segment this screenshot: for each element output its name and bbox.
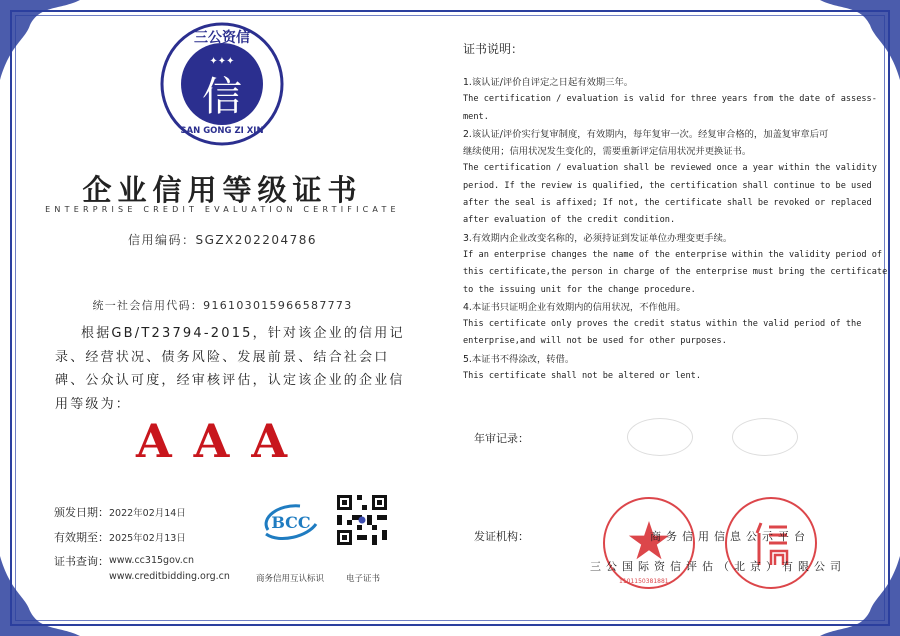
credit-code: 信用编码：SGZX202204786 [127, 233, 318, 247]
note-line: enterprise,and will not be used for other purposes. [463, 336, 727, 347]
annual-review-stamp-slot [627, 418, 693, 456]
issue-date: 颁发日期：2022年02月14日 [54, 506, 186, 519]
note-line: 4.本证书只证明企业有效期内的信用状况，不作他用。 [463, 301, 686, 313]
query-url-2[interactable]: www.creditbidding.org.cn [109, 571, 230, 582]
note-line: If an enterprise changes the name of the enterprise within the validity period of [463, 249, 883, 260]
certificate-subtitle: ENTERPRISE CREDIT EVALUATION CERTIFICATE [45, 205, 400, 214]
qr-caption: 电子证书 [346, 574, 381, 584]
issuer-org-1: 商务信用信息公示平台 [650, 530, 810, 543]
annual-review-label: 年审记录： [474, 432, 529, 445]
note-line: after evaluation of the credit condition. [463, 215, 676, 226]
svg-text:SAN GONG ZI XIN: SAN GONG ZI XIN [180, 126, 264, 136]
qr-code[interactable] [337, 495, 387, 545]
note-line: ment. [463, 111, 489, 122]
annual-review-stamp-slot [732, 418, 798, 456]
svg-text:三公资信: 三公资信 [194, 30, 250, 46]
notes-heading: 证书说明： [463, 42, 524, 56]
credit-grade: AAA [135, 414, 310, 468]
svg-text:信: 信 [202, 74, 242, 120]
note-line: This certificate only proves the credit status within the valid period of the [463, 319, 862, 330]
note-line: 5.本证书不得涂改，转借。 [463, 353, 575, 365]
note-line: This certificate shall not be altered or lent. [463, 371, 701, 382]
certificate-title: 企业信用等级证书 [82, 173, 363, 207]
svg-text:✦✦✦: ✦✦✦ [209, 56, 235, 67]
note-line: The certification / evaluation shall be reviewed once a year within the validity [463, 163, 877, 174]
certificate-notes [463, 74, 888, 385]
issuer-org-2: 三公国际资信评估（北京）有限公司 [590, 560, 846, 573]
svg-text:BCC: BCC [271, 513, 311, 532]
note-line: 2.该认证/评价实行复审制度，有效期内，每年复审一次。经复审合格的，加盖复审章后可 [463, 128, 829, 140]
note-line: 继续使用；信用状况发生变化的，需要重新评定信用状况并更换证书。 [463, 146, 752, 158]
note-line: to the issuing unit for the change procedure. [463, 284, 696, 295]
note-line: period. If the review is qualified, the certification shall continue to be used [463, 180, 872, 191]
bcc-caption: 商务信用互认标识 [256, 574, 325, 584]
note-line: The certification / evaluation is valid for three years from the date of assess- [463, 94, 877, 105]
note-line: after the seal is affixed; If not, the certificate shall be revoked or replaced [463, 198, 872, 209]
corner-ornament-icon [0, 0, 90, 90]
issuer-label: 发证机构： [474, 530, 529, 543]
bcc-logo [260, 500, 320, 542]
valid-until: 有效期至：2025年02月13日 [54, 531, 186, 544]
unified-social-credit-code: 统一社会信用代码：916103015966587773 [92, 299, 353, 312]
note-line: 1.该认证/评价自评定之日起有效期三年。 [463, 77, 634, 88]
query-label: 证书查询： [54, 555, 109, 568]
sangong-logo [160, 22, 284, 146]
query-url-1[interactable]: www.cc315gov.cn [109, 555, 195, 566]
note-line: this certificate,the person in charge of the enterprise must bring the certificate [463, 267, 888, 278]
evaluation-statement: 根据GB/T23794-2015，针对该企业的信用记录、经营状况、债务风险、发展前景、结合社会口碑、公众认可度，经审核评估，认定该企业的企业信用等级为： [55, 326, 405, 412]
note-line: 3.有效期内企业改变名称的，必须持证到发证单位办理变更手续。 [463, 232, 733, 244]
seal-number: 1101150381881 [619, 578, 669, 585]
